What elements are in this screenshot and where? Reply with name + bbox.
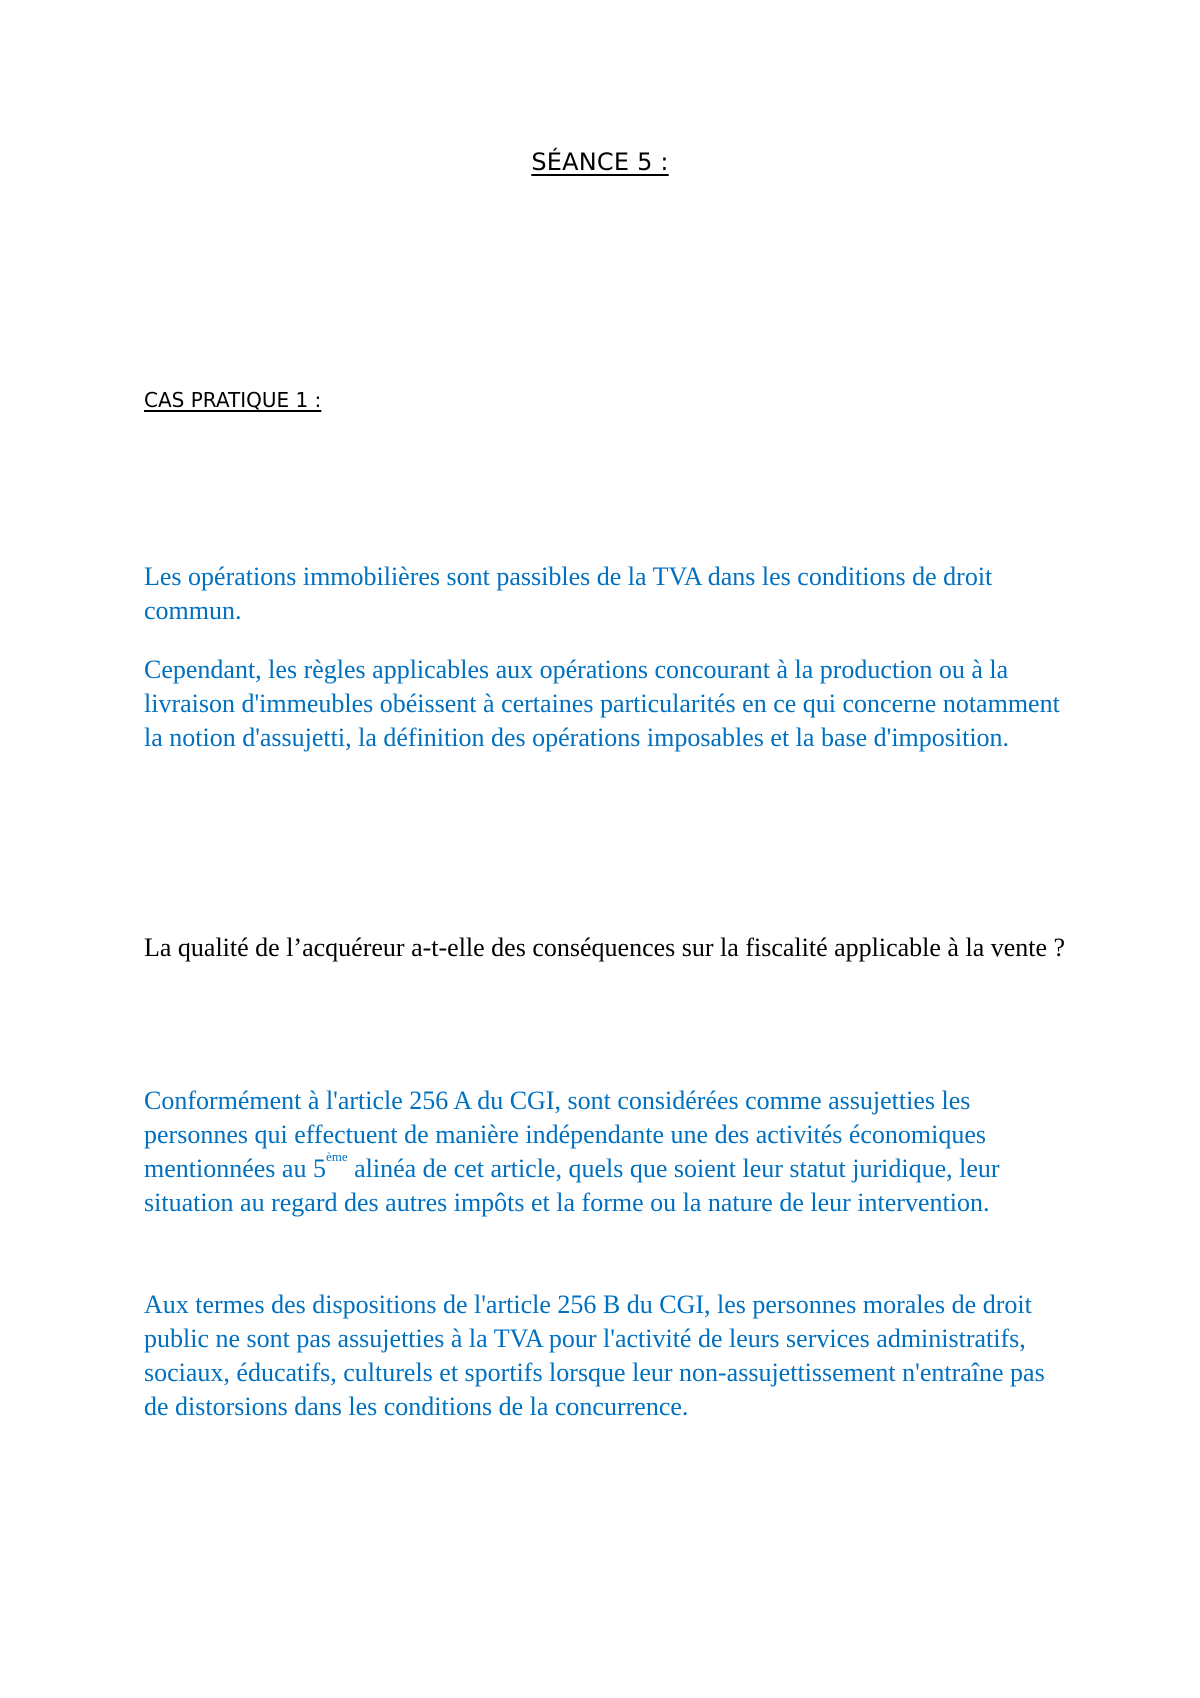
article-256a-text-end: alinéa de cet article, quels que soient leur statut juridique, leur situation au regard des autres impôts et la forme ou la nature de leur intervention. [144,1154,1000,1217]
article-256a-paragraph [144,1084,1074,1220]
ordinal-superscript: ème [325,1149,348,1165]
article-256b-paragraph: Aux termes des dispositions de l'article 256 B du CGI, les personnes morales de droit public ne sont pas assujetties à la TVA pour l'activité de leurs services administratifs, sociaux, éducatifs, culturels et sportifs lorsque leur non-assujettissement n'entraîne pas de distorsions dans les conditions de la concurrence. [144,1290,1045,1421]
article-256a-text-start: Conformément à l'article 256 A du CGI, sont considérées comme assujetties les personnes qui effectuent de manière indépendante une des activités économiques mentionnées au 5 [144,1086,987,1183]
question-paragraph: La qualité de l’acquéreur a-t-elle des conséquences sur la fiscalité applicable à la vente ? [144,933,1066,962]
particularities-paragraph: Cependant, les règles applicables aux opérations concourant à la production ou à la livraison d'immeubles obéissent à certaines particularités en ce qui concerne notamment la notion d'assujetti, la définition des opérations imposables et la base d'imposition. [144,655,1060,752]
intro-paragraph: Les opérations immobilières sont passibles de la TVA dans les conditions de droit commun. [144,562,993,625]
section-heading: CAS PRATIQUE 1 : [144,388,322,412]
page-title: SÉANCE 5 : [531,148,669,176]
